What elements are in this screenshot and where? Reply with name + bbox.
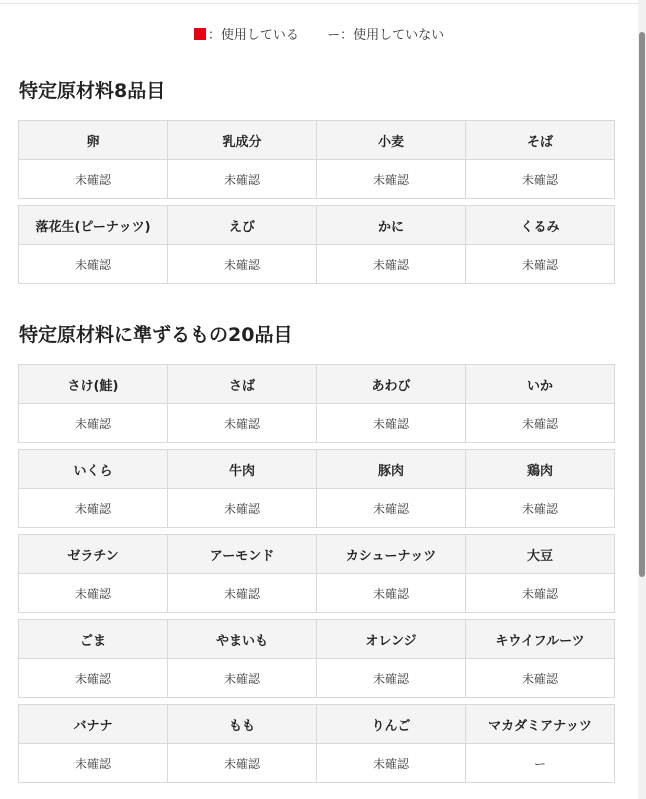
allergen-status-cell: 未確認 bbox=[19, 160, 168, 199]
allergen-name-cell: バナナ bbox=[19, 705, 168, 744]
allergen-status-row bbox=[19, 574, 615, 613]
allergen-status-cell: ー bbox=[466, 744, 615, 783]
allergen-status-cell: 未確認 bbox=[19, 404, 168, 443]
allergen-status-row bbox=[19, 404, 615, 443]
allergen-status-cell: 未確認 bbox=[168, 659, 317, 698]
allergen-status-cell: 未確認 bbox=[168, 404, 317, 443]
allergen-name-cell: 豚肉 bbox=[317, 450, 466, 489]
allergen-status-cell: 未確認 bbox=[317, 245, 466, 284]
allergen-name-cell: 卵 bbox=[19, 121, 168, 160]
vertical-scrollbar[interactable] bbox=[638, 0, 646, 799]
allergen-name-cell: そば bbox=[466, 121, 615, 160]
dash-mark: ー bbox=[327, 28, 341, 43]
allergen-status-row bbox=[19, 744, 615, 783]
allergen-name-cell: いくら bbox=[19, 450, 168, 489]
allergen-status-row bbox=[19, 160, 615, 199]
allergen-status-cell: 未確認 bbox=[168, 245, 317, 284]
allergen-table-group bbox=[18, 205, 615, 284]
allergen-name-row bbox=[19, 705, 615, 744]
allergen-status-row bbox=[19, 489, 615, 528]
allergen-table-group bbox=[18, 534, 615, 613]
allergen-name-cell: さば bbox=[168, 365, 317, 404]
allergen-status-row bbox=[19, 659, 615, 698]
allergen-name-cell: かに bbox=[317, 206, 466, 245]
allergen-status-cell: 未確認 bbox=[168, 744, 317, 783]
allergen-status-cell: 未確認 bbox=[317, 489, 466, 528]
allergen-status-cell: 未確認 bbox=[19, 659, 168, 698]
allergen-status-cell: 未確認 bbox=[466, 489, 615, 528]
allergen-status-cell: 未確認 bbox=[19, 245, 168, 284]
allergen-name-cell: 小麦 bbox=[317, 121, 466, 160]
allergen-status-cell: 未確認 bbox=[317, 160, 466, 199]
top-divider bbox=[0, 0, 638, 4]
allergen-name-cell: さけ(鮭) bbox=[19, 365, 168, 404]
allergen-name-row bbox=[19, 121, 615, 160]
section-title-semi-allergens: 特定原材料に準ずるもの20品目 bbox=[19, 324, 293, 346]
allergen-name-cell: 乳成分 bbox=[168, 121, 317, 160]
red-square-icon bbox=[194, 28, 206, 40]
allergen-name-cell: キウイフルーツ bbox=[466, 620, 615, 659]
legend-not-used bbox=[327, 24, 444, 43]
legend bbox=[0, 24, 638, 43]
allergen-name-cell: 鶏肉 bbox=[466, 450, 615, 489]
allergen-status-cell: 未確認 bbox=[317, 659, 466, 698]
allergen-name-cell: 牛肉 bbox=[168, 450, 317, 489]
allergen-name-cell: 大豆 bbox=[466, 535, 615, 574]
allergen-name-cell: いか bbox=[466, 365, 615, 404]
allergen-name-row bbox=[19, 365, 615, 404]
allergen-status-cell: 未確認 bbox=[466, 659, 615, 698]
legend-used-label: ：使用している bbox=[207, 28, 299, 43]
allergen-name-cell: ごま bbox=[19, 620, 168, 659]
allergen-name-cell: アーモンド bbox=[168, 535, 317, 574]
allergen-status-cell: 未確認 bbox=[19, 744, 168, 783]
allergen-table-group bbox=[18, 449, 615, 528]
section-title-major-allergens: 特定原材料8品目 bbox=[19, 80, 166, 102]
allergen-name-cell: もも bbox=[168, 705, 317, 744]
allergen-name-cell: あわび bbox=[317, 365, 466, 404]
allergen-name-cell: くるみ bbox=[466, 206, 615, 245]
legend-used bbox=[194, 24, 299, 43]
allergen-name-row bbox=[19, 620, 615, 659]
legend-not-used-label: ：使用していない bbox=[340, 28, 445, 43]
scrollbar-thumb[interactable] bbox=[639, 32, 645, 577]
allergen-table-group bbox=[18, 364, 615, 443]
allergen-name-cell: カシューナッツ bbox=[317, 535, 466, 574]
allergen-status-cell: 未確認 bbox=[317, 744, 466, 783]
allergen-name-row bbox=[19, 450, 615, 489]
allergen-name-cell: やまいも bbox=[168, 620, 317, 659]
allergen-status-cell: 未確認 bbox=[168, 160, 317, 199]
allergen-status-cell: 未確認 bbox=[317, 574, 466, 613]
allergen-status-cell: 未確認 bbox=[317, 404, 466, 443]
allergen-status-cell: 未確認 bbox=[466, 404, 615, 443]
allergen-name-row bbox=[19, 535, 615, 574]
allergen-status-cell: 未確認 bbox=[168, 489, 317, 528]
allergen-table-group bbox=[18, 619, 615, 698]
allergen-status-cell: 未確認 bbox=[466, 245, 615, 284]
allergen-status-cell: 未確認 bbox=[19, 574, 168, 613]
allergen-status-cell: 未確認 bbox=[466, 160, 615, 199]
allergen-status-cell: 未確認 bbox=[19, 489, 168, 528]
allergen-name-cell: ゼラチン bbox=[19, 535, 168, 574]
allergen-status-cell: 未確認 bbox=[466, 574, 615, 613]
allergen-status-cell: 未確認 bbox=[168, 574, 317, 613]
allergen-name-cell: りんご bbox=[317, 705, 466, 744]
allergen-table-group bbox=[18, 704, 615, 783]
allergen-name-row bbox=[19, 206, 615, 245]
allergen-name-cell: えび bbox=[168, 206, 317, 245]
allergen-table-group bbox=[18, 120, 615, 199]
allergen-name-cell: マカダミアナッツ bbox=[466, 705, 615, 744]
allergen-name-cell: 落花生(ピーナッツ) bbox=[19, 206, 168, 245]
allergen-status-row bbox=[19, 245, 615, 284]
allergen-name-cell: オレンジ bbox=[317, 620, 466, 659]
